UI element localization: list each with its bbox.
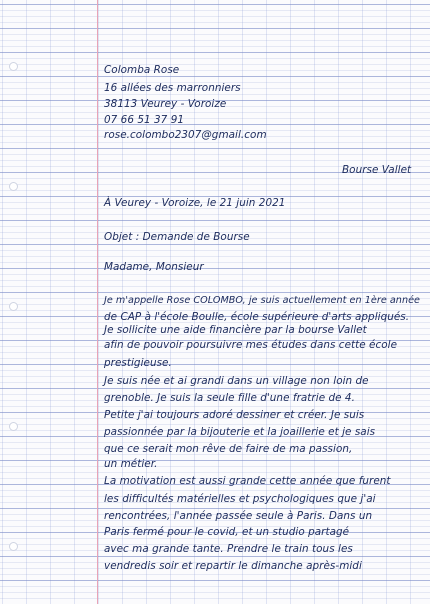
body-line: Je sollicite une aide financière par la bourse Vallet [104, 324, 367, 336]
body-line: passionnée par la bijouterie et la joaillerie et je sais [104, 426, 376, 438]
place-date: À Veurey - Voroize, le 21 juin 2021 [104, 197, 286, 209]
body-line: grenoble. Je suis la seule fille d'une fratrie de 4. [104, 392, 355, 404]
body-line: rencontrées, l'année passée seule à Paris. Dans un [104, 510, 373, 522]
body-line: avec ma grande tante. Prendre le train tous les [104, 543, 353, 555]
sender-street: 16 allées des marronniers [104, 82, 241, 94]
body-line: Paris fermé pour le covid, et un studio partagé [104, 526, 350, 538]
salutation: Madame, Monsieur [104, 261, 204, 273]
sender-name: Colomba Rose [104, 64, 180, 76]
binder-hole [9, 422, 18, 431]
subject: Objet : Demande de Bourse [104, 231, 250, 243]
recipient: Bourse Vallet [342, 164, 412, 176]
body-line: Je m'appelle Rose COLOMBO, je suis actuellement en 1ère année [104, 295, 420, 306]
body-line: les difficultés matérielles et psychologiques que j'ai [104, 493, 376, 505]
body-line: un métier. [104, 458, 158, 470]
body-line: de CAP à l'école Boulle, école supérieure d'arts appliqués. [104, 311, 410, 323]
body-line: que ce serait mon rêve de faire de ma passion, [104, 443, 353, 455]
body-line: vendredis soir et repartir le dimanche après-midi [104, 560, 362, 572]
body-line: Petite j'ai toujours adoré dessiner et créer. Je suis [104, 409, 365, 421]
body-line: prestigieuse. [104, 357, 172, 369]
sender-city: 38113 Veurey - Voroize [104, 98, 227, 110]
body-line: Je suis née et ai grandi dans un village non loin de [104, 375, 369, 387]
binder-hole [9, 62, 18, 71]
binder-hole [9, 542, 18, 551]
binder-hole [9, 182, 18, 191]
sender-email: rose.colombo2307@gmail.com [104, 129, 267, 141]
binder-hole [9, 302, 18, 311]
body-line: La motivation est aussi grande cette année que furent [104, 475, 391, 487]
sender-phone: 07 66 51 37 91 [104, 114, 185, 126]
body-line: afin de pouvoir poursuivre mes études dans cette école [104, 339, 398, 351]
